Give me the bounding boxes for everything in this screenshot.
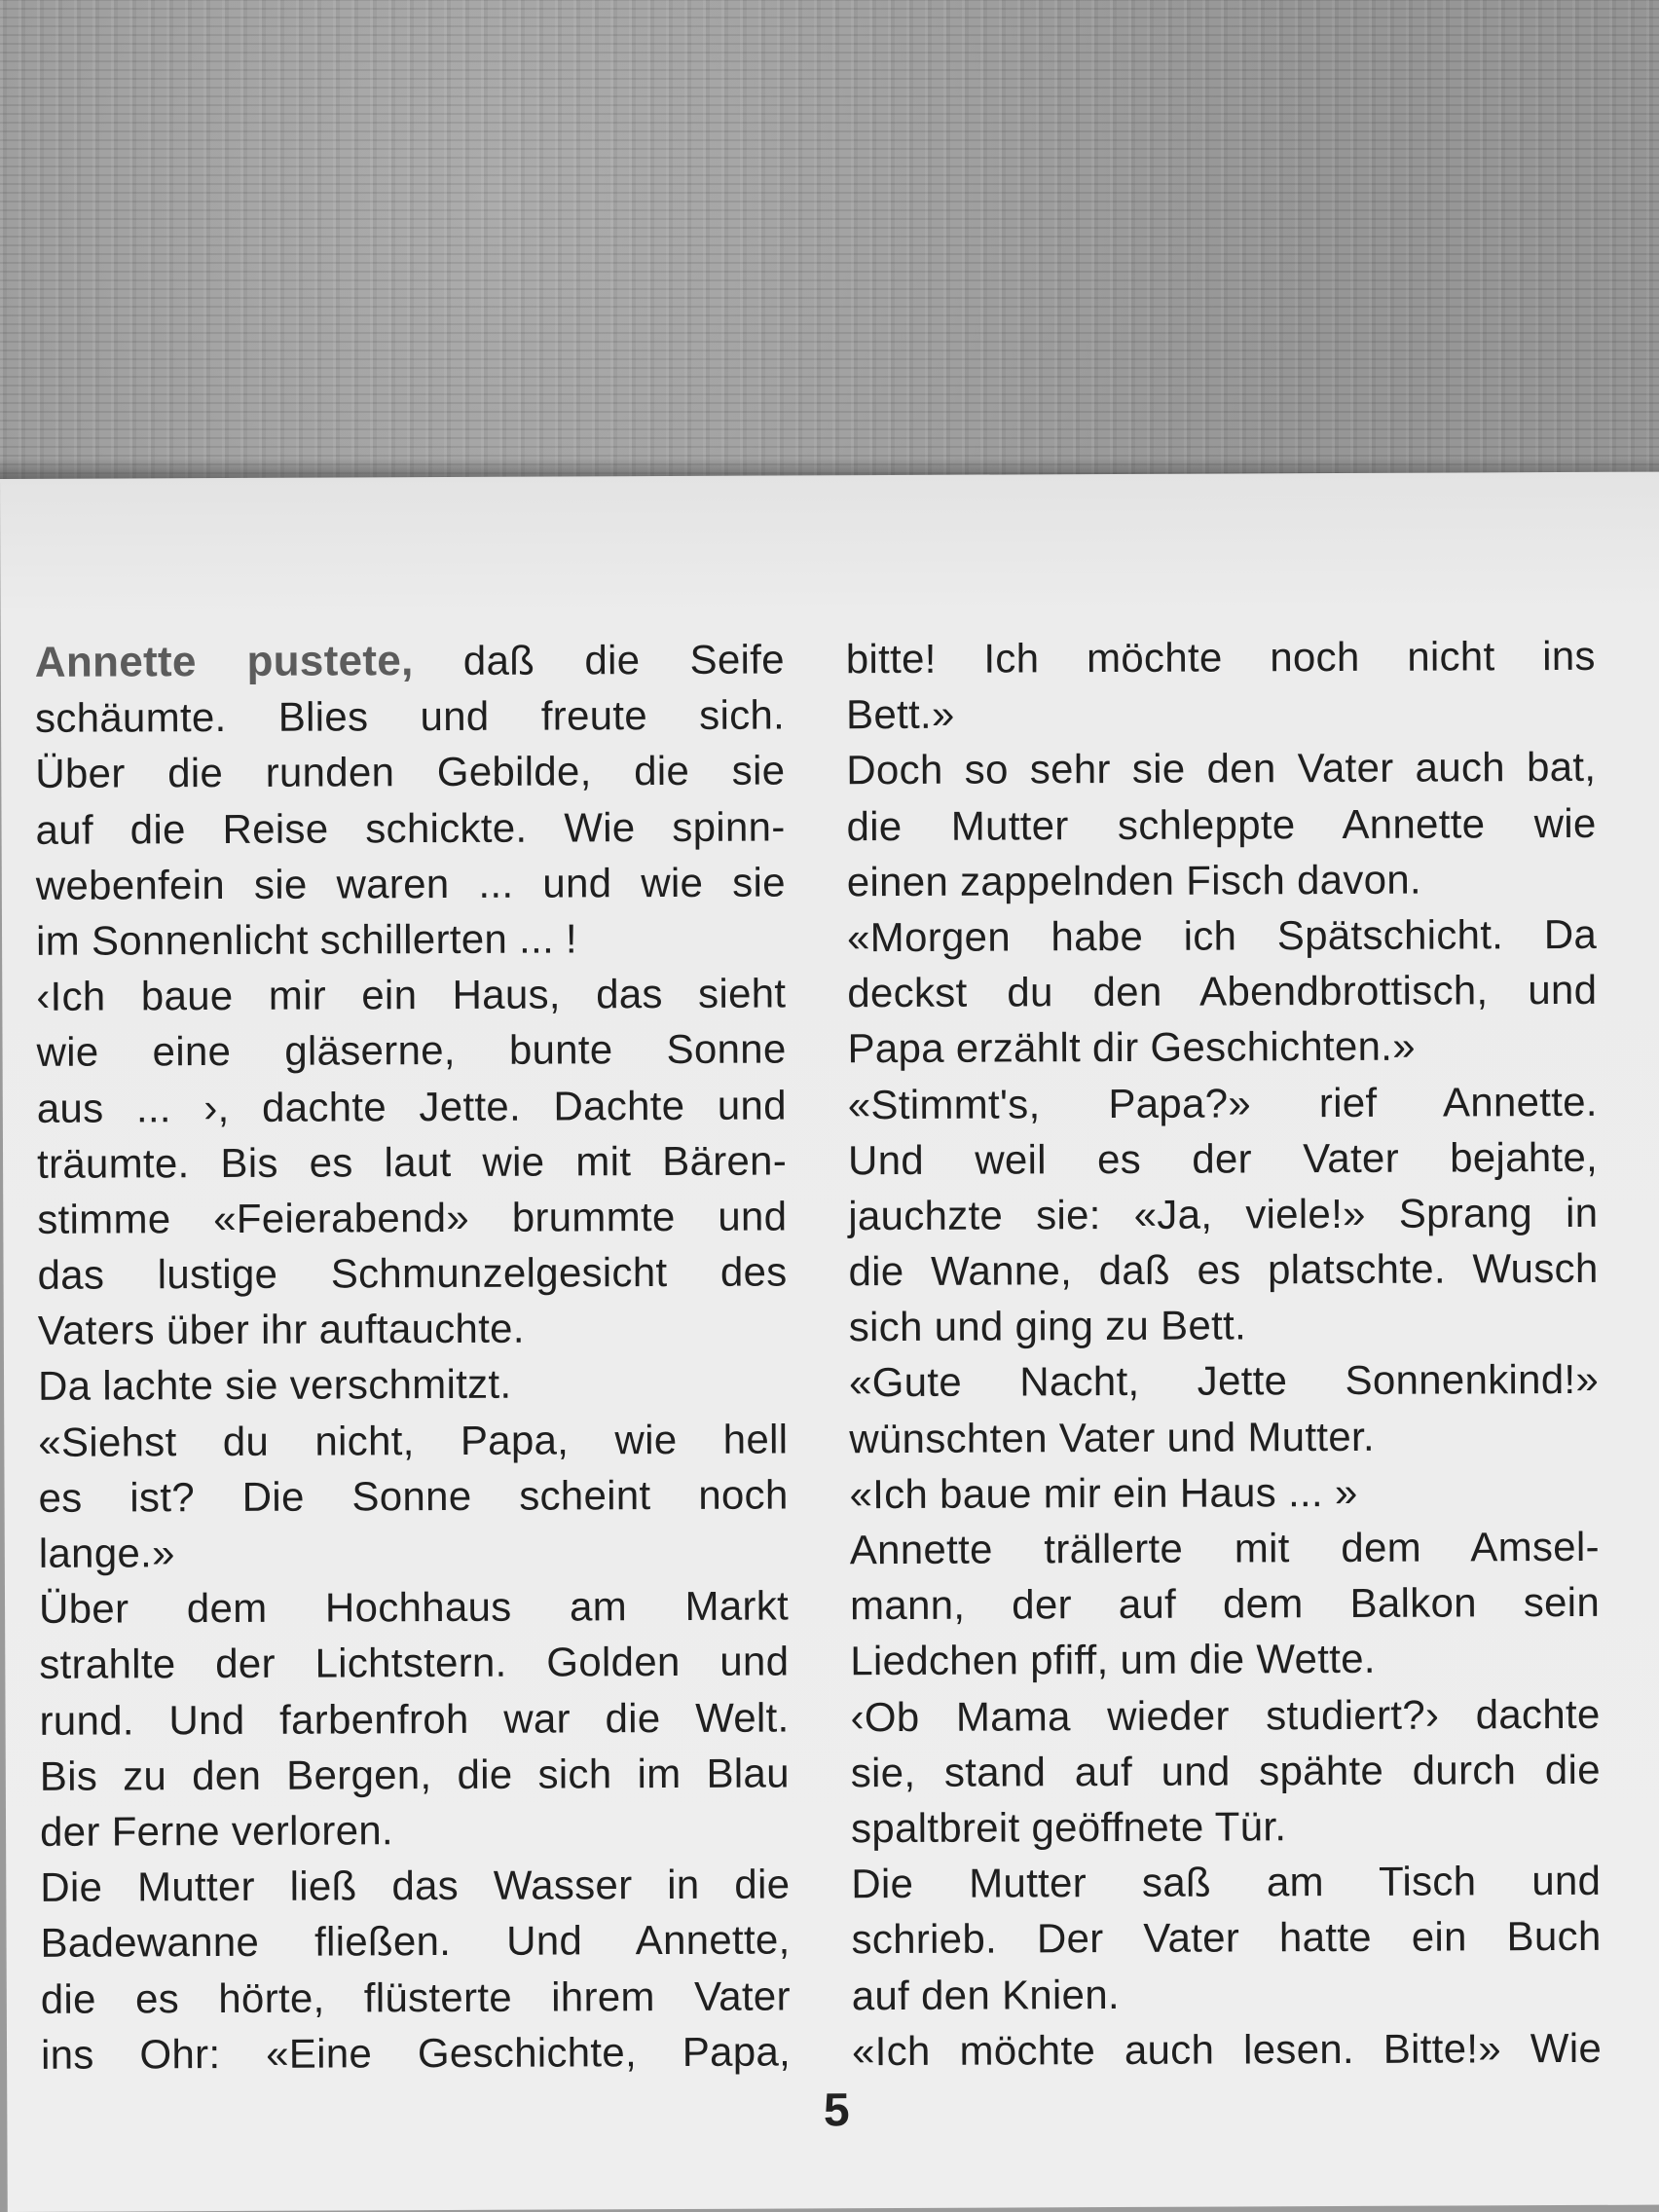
text-line: Über die runden Gebilde, die sie	[35, 747, 786, 797]
text-line: träumte. Bis es laut wie mit Bären-	[36, 1137, 788, 1187]
text-line: «Siehst du nicht, Papa, wie hell	[38, 1416, 789, 1465]
right-text-column	[846, 628, 1602, 2079]
text-line: «Morgen habe ich Spätschicht. Da	[846, 910, 1598, 961]
text-line: sich und ging zu Bett.	[848, 1302, 1247, 1350]
text-line: Bis zu den Bergen, die sich im Blau	[39, 1750, 790, 1799]
text-line: im Sonnenlicht schillerten ... !	[35, 915, 578, 964]
text-line: aus ... ›, dachte Jette. Dachte und	[36, 1081, 787, 1131]
lead-line-rest: daß die Seife	[462, 636, 785, 683]
text-line: schäumte. Blies und freute sich.	[34, 691, 786, 742]
text-line: stimme «Feierabend» brummte und	[37, 1193, 788, 1242]
text-line: lange.»	[38, 1530, 175, 1576]
text-line: «Gute Nacht, Jette Sonnenkind!»	[848, 1356, 1600, 1406]
text-line: rund. Und farbenfroh war die Welt.	[39, 1694, 790, 1744]
text-line: schrieb. Der Vater hatte ein Buch	[851, 1913, 1602, 1963]
text-line: «Stimmt's, Papa?» rief Annette.	[847, 1078, 1598, 1127]
text-line: Annette trällerte mit dem Amsel-	[849, 1523, 1600, 1573]
text-line: Doch so sehr sie den Vater auch bat,	[846, 744, 1597, 793]
text-line: Über dem Hochhaus am Markt	[38, 1582, 790, 1633]
text-line: ins Ohr: «Eine Geschichte, Papa,	[40, 2028, 792, 2078]
text-line: bitte! Ich möchte noch nicht ins	[845, 632, 1596, 682]
text-line: die es hörte, flüsterte ihrem Vater	[40, 1972, 791, 2022]
text-line: jauchzte sie: «Ja, viele!» Sprang in	[848, 1189, 1599, 1239]
text-line: die Wanne, daß es platschte. Wusch	[848, 1244, 1599, 1295]
page-number: 5	[823, 2084, 850, 2137]
left-text-column	[35, 631, 791, 2082]
text-line: deckst du den Abendbrottisch, und	[847, 966, 1598, 1016]
text-line: die Mutter schleppte Annette wie	[846, 799, 1597, 849]
text-line: Bett.»	[845, 690, 955, 738]
text-line: Die Mutter saß am Tisch und	[851, 1857, 1602, 1907]
text-line: Liedchen pfiff, um die Wette.	[850, 1636, 1376, 1684]
text-line: einen zappelnden Fisch davon.	[846, 856, 1422, 904]
text-line: Papa erzählt dir Geschichten.»	[847, 1022, 1416, 1072]
text-line: Die Mutter ließ das Wasser in die	[40, 1861, 791, 1910]
text-line: Vaters über ihr auftauchte.	[37, 1305, 525, 1354]
text-line: wie eine gläserne, bunte Sonne	[36, 1025, 787, 1076]
text-line: das lustige Schmunzelgesicht des	[37, 1248, 788, 1298]
text-line: strahlte der Lichtstern. Golden und	[39, 1638, 790, 1688]
text-line: sie, stand auf und spähte durch die	[850, 1746, 1601, 1795]
text-line: wünschten Vater und Mutter.	[849, 1413, 1376, 1461]
text-line: Badewanne fließen. Und Annette,	[40, 1916, 791, 1967]
text-line: Und weil es der Vater bejahte,	[847, 1133, 1599, 1183]
text-line: es ist? Die Sonne scheint noch	[38, 1471, 789, 1521]
book-page	[0, 472, 1659, 2212]
text-line: mann, der auf dem Balkon sein	[849, 1579, 1601, 1629]
text-line: webenfein sie waren ... und wie sie	[35, 859, 786, 908]
text-line: «Ich baue mir ein Haus ... »	[849, 1468, 1358, 1518]
background-surface	[0, 0, 1659, 492]
text-line: ‹Ob Mama wieder studiert?› dachte	[850, 1690, 1601, 1740]
text-line: spaltbreit geöffnete Tür.	[850, 1803, 1287, 1852]
text-line: ‹Ich baue mir ein Haus, das sieht	[36, 970, 787, 1019]
text-line	[35, 631, 785, 690]
text-line: der Ferne verloren.	[39, 1807, 394, 1855]
text-line: auf die Reise schickte. Wie spinn-	[35, 803, 786, 853]
text-line: Da lachte sie verschmitzt.	[37, 1361, 512, 1410]
lead-phrase: Annette pustete,	[34, 637, 414, 686]
text-line: «Ich möchte auch lesen. Bitte!» Wie	[851, 2024, 1603, 2074]
text-line: auf den Knien.	[851, 1971, 1120, 2018]
